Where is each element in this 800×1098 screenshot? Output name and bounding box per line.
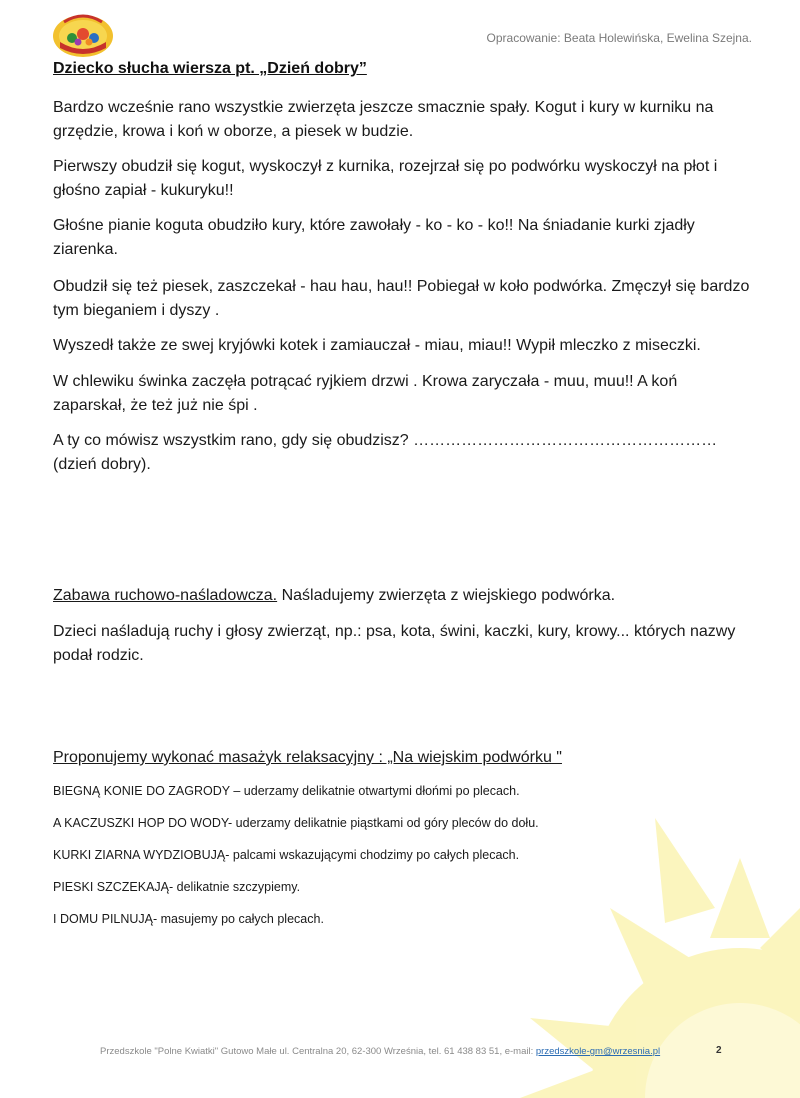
author-credit: Opracowanie: Beata Holewińska, Ewelina Szejna.	[486, 31, 752, 45]
massage-line: KURKI ZIARNA WYDZIOBUJĄ- palcami wskazującymi chodzimy po całych plecach.	[53, 848, 520, 862]
story-paragraph: W chlewiku świnka zaczęła potrącać ryjkiem drzwi . Krowa zaryczała - muu, muu!! A koń zaparskał, że też już nie śpi .	[53, 373, 678, 414]
footer-email-link[interactable]: przedszkole-gm@wrzesnia.pl	[535, 1046, 661, 1057]
story-paragraph: Bardzo wcześnie rano wszystkie zwierzęta jeszcze smacznie spały. Kogut i kury w kurniku na grzędzie, krowa i koń w oborze, a piesek w budzie.	[53, 99, 714, 140]
poem-title: Dziecko słucha wiersza pt. „Dzień dobry”	[53, 60, 367, 77]
story-paragraph: Głośne pianie koguta obudziło kury, które zawołały - ko - ko - ko!! Na śniadanie kurki zjadły ziarenka.	[53, 217, 695, 258]
massage-line: PIESKI SZCZEKAJĄ- delikatnie szczypiemy.	[53, 880, 301, 894]
footer-address	[100, 1046, 660, 1057]
game-heading: Zabawa ruchowo-naśladowcza.	[53, 587, 278, 604]
massage-heading: Proponujemy wykonać masażyk relaksacyjny : „Na wiejskim podwórku "	[53, 749, 562, 766]
footer-address-text: Przedszkole "Polne Kwiatki" Gutowo Małe ul. Centralna 20, 62-300 Września, tel. 61 438 83 51, e-mail:	[100, 1046, 536, 1057]
story-paragraph: A ty co mówisz wszystkim rano, gdy się obudzisz? …………………………………………………(dzień dobry).	[53, 432, 718, 473]
massage-line: I DOMU PILNUJĄ- masujemy po całych plecach.	[53, 912, 324, 926]
story-paragraph: Obudził się też piesek, zaszczekał - hau hau, hau!! Pobiegał w koło podwórka. Zmęczył się bardzo tym bieganiem i dyszy .	[53, 278, 750, 319]
massage-line: BIEGNĄ KONIE DO ZAGRODY – uderzamy delikatnie otwartymi dłońmi po plecach.	[53, 784, 520, 798]
page-number: 2	[716, 1045, 722, 1056]
story-paragraph: Wyszedł także ze swej kryjówki kotek i zamiauczał - miau, miau!! Wypił mleczko z miseczki.	[53, 337, 701, 354]
story-paragraph: Pierwszy obudził się kogut, wyskoczył z kurnika, rozejrzał się po podwórku wyskoczył na płot i głośno zapiał - kukuryku!!	[53, 158, 718, 199]
massage-line: A KACZUSZKI HOP DO WODY- uderzamy delikatnie piąstkami od góry pleców do dołu.	[53, 816, 539, 830]
game-intro: Naśladujemy zwierzęta z wiejskiego podwórka.	[277, 587, 616, 604]
preschool-logo-icon	[52, 12, 114, 58]
game-description: Dzieci naśladują ruchy i głosy zwierząt, np.: psa, kota, świni, kaczki, kury, krowy... których nazwy podał rodzic.	[53, 623, 736, 664]
game-section	[53, 584, 753, 608]
